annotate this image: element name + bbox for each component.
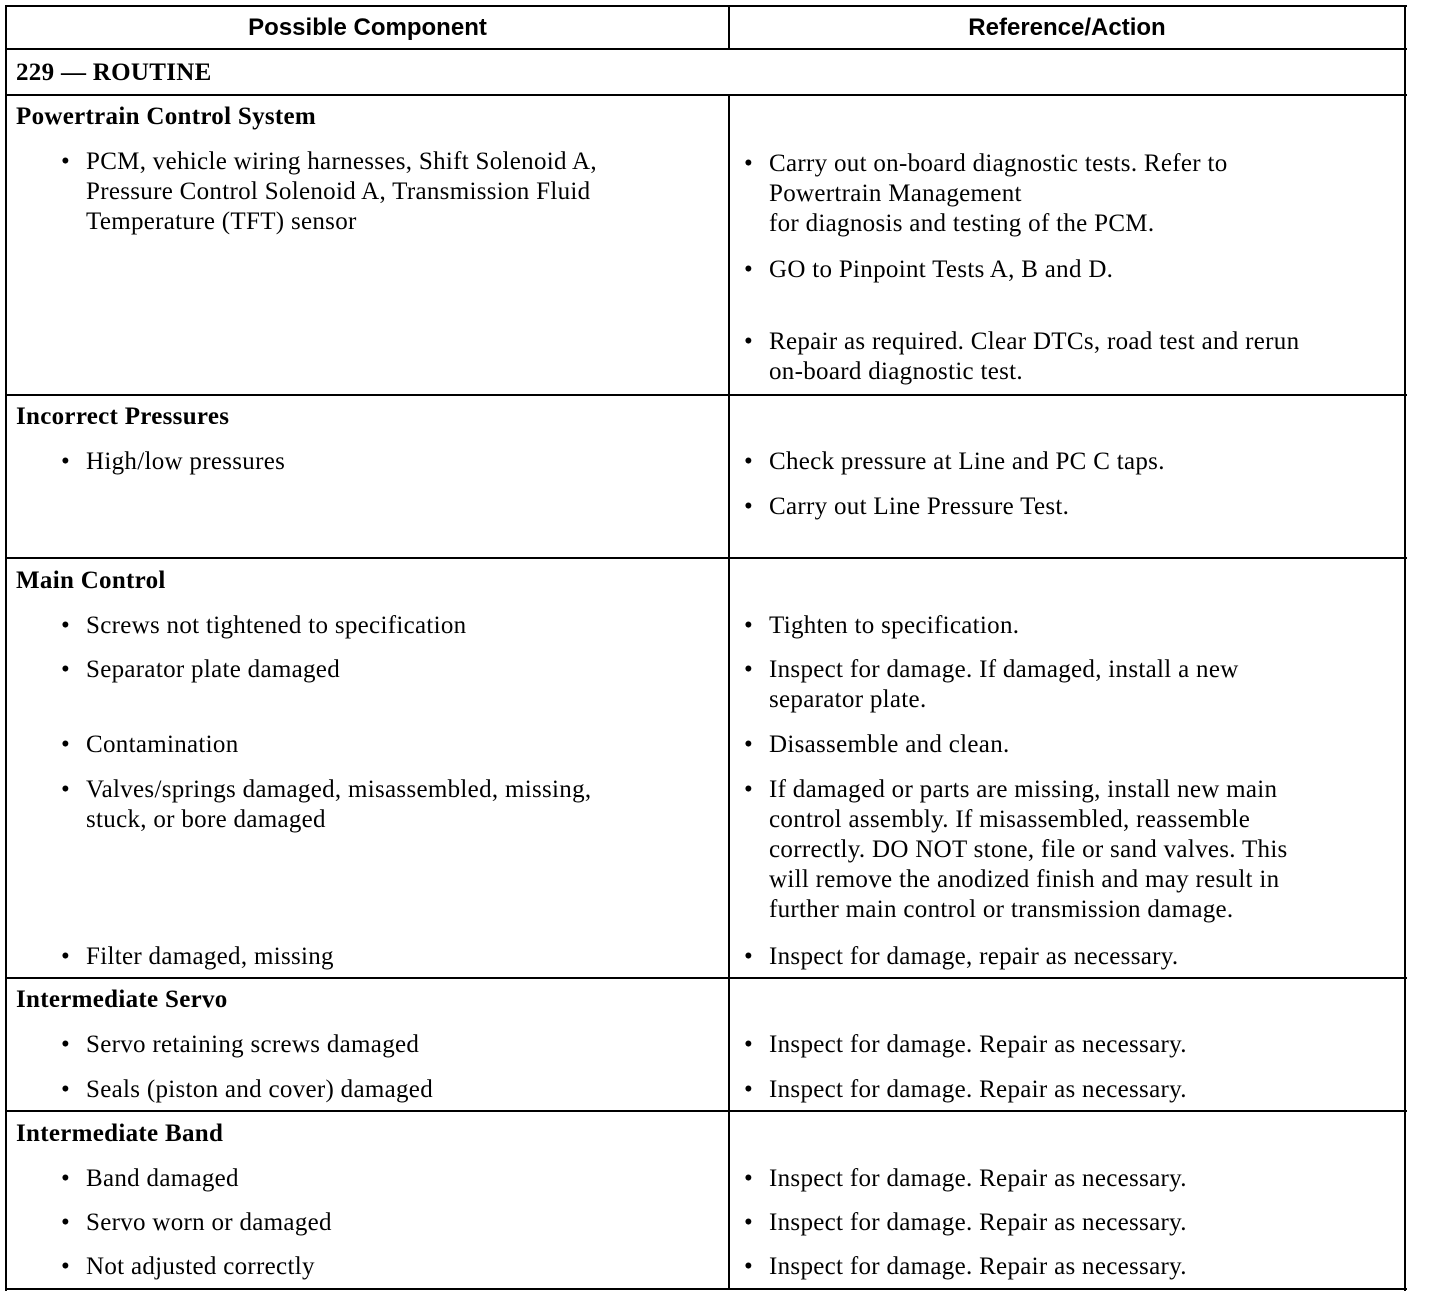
column-divider — [728, 5, 730, 49]
section-title: Intermediate Servo — [16, 986, 228, 1013]
action-item: If damaged or parts are missing, install new main control assembly. If misassembled, reassemble correctly. DO NOT stone, file or sand valves. This will remove the anodized finish and may result in further main control or transmission damage. — [769, 776, 1288, 923]
row-divider — [6, 977, 1407, 979]
component-item: Screws not tightened to specification — [86, 612, 467, 639]
section-title: Incorrect Pressures — [16, 403, 230, 430]
bullet-icon: • — [61, 1253, 70, 1280]
bullet-icon: • — [61, 776, 70, 803]
row-divider — [6, 557, 1407, 559]
bullet-icon: • — [744, 1165, 753, 1192]
action-item: Inspect for damage, repair as necessary. — [769, 943, 1179, 970]
bullet-icon: • — [61, 1076, 70, 1103]
section-title: Main Control — [16, 567, 166, 594]
section-title: Intermediate Band — [16, 1120, 224, 1147]
table-border-left — [5, 5, 7, 1291]
action-item: Disassemble and clean. — [769, 731, 1010, 758]
bullet-icon: • — [61, 1165, 70, 1192]
bullet-icon: • — [744, 612, 753, 639]
column-header-possible-component: Possible Component — [248, 14, 487, 41]
bullet-icon: • — [744, 656, 753, 683]
action-item: Inspect for damage. Repair as necessary. — [769, 1209, 1187, 1236]
row-divider — [6, 1110, 1407, 1112]
column-divider — [728, 95, 730, 1290]
bullet-icon: • — [744, 1209, 753, 1236]
bullet-icon: • — [61, 148, 70, 175]
row-divider — [6, 394, 1407, 396]
row-divider — [6, 94, 1407, 96]
bullet-icon: • — [61, 943, 70, 970]
action-item: Inspect for damage. Repair as necessary. — [769, 1031, 1187, 1058]
action-item: Inspect for damage. If damaged, install a new separator plate. — [769, 656, 1239, 713]
bullet-icon: • — [61, 1209, 70, 1236]
bullet-icon: • — [744, 328, 753, 355]
row-divider — [6, 48, 1407, 50]
bullet-icon: • — [61, 612, 70, 639]
bullet-icon: • — [61, 448, 70, 475]
bullet-icon: • — [744, 493, 753, 520]
action-item: Check pressure at Line and PC C taps. — [769, 448, 1165, 475]
bullet-icon: • — [61, 1031, 70, 1058]
action-item: GO to Pinpoint Tests A, B and D. — [769, 256, 1114, 283]
bullet-icon: • — [744, 150, 753, 177]
bullet-icon: • — [744, 1076, 753, 1103]
action-item: Tighten to specification. — [769, 612, 1020, 639]
table-border-right — [1404, 5, 1406, 1291]
bullet-icon: • — [744, 256, 753, 283]
row-divider — [6, 1288, 1407, 1290]
component-item: Band damaged — [86, 1165, 239, 1192]
bullet-icon: • — [744, 776, 753, 803]
component-item: Servo worn or damaged — [86, 1209, 332, 1236]
component-item: Contamination — [86, 731, 239, 758]
action-item: Carry out Line Pressure Test. — [769, 493, 1070, 520]
bullet-icon: • — [744, 731, 753, 758]
bullet-icon: • — [744, 448, 753, 475]
column-header-reference-action: Reference/Action — [968, 14, 1166, 41]
action-item: Inspect for damage. Repair as necessary. — [769, 1253, 1187, 1280]
component-item: Filter damaged, missing — [86, 943, 334, 970]
component-item: Servo retaining screws damaged — [86, 1031, 420, 1058]
bullet-icon: • — [744, 1253, 753, 1280]
component-item: Seals (piston and cover) damaged — [86, 1076, 433, 1103]
component-item: PCM, vehicle wiring harnesses, Shift Solenoid A, Pressure Control Solenoid A, Transmission Fluid Temperature (TFT) sensor — [86, 148, 597, 235]
action-item: Repair as required. Clear DTCs, road test and rerun on-board diagnostic test. — [769, 328, 1300, 385]
bullet-icon: • — [744, 1031, 753, 1058]
component-item: Valves/springs damaged, misassembled, missing, stuck, or bore damaged — [86, 776, 592, 833]
action-item: Inspect for damage. Repair as necessary. — [769, 1076, 1187, 1103]
bullet-icon: • — [744, 943, 753, 970]
row-divider — [6, 5, 1407, 7]
bullet-icon: • — [61, 656, 70, 683]
action-item: Carry out on-board diagnostic tests. Refer to Powertrain Management for diagnosis and testing of the PCM. — [769, 150, 1228, 237]
component-item: Not adjusted correctly — [86, 1253, 315, 1280]
action-item: Inspect for damage. Repair as necessary. — [769, 1165, 1187, 1192]
routine-heading: 229 — ROUTINE — [16, 59, 212, 86]
component-item: Separator plate damaged — [86, 656, 341, 683]
section-title: Powertrain Control System — [16, 103, 317, 130]
bullet-icon: • — [61, 731, 70, 758]
component-item: High/low pressures — [86, 448, 286, 475]
